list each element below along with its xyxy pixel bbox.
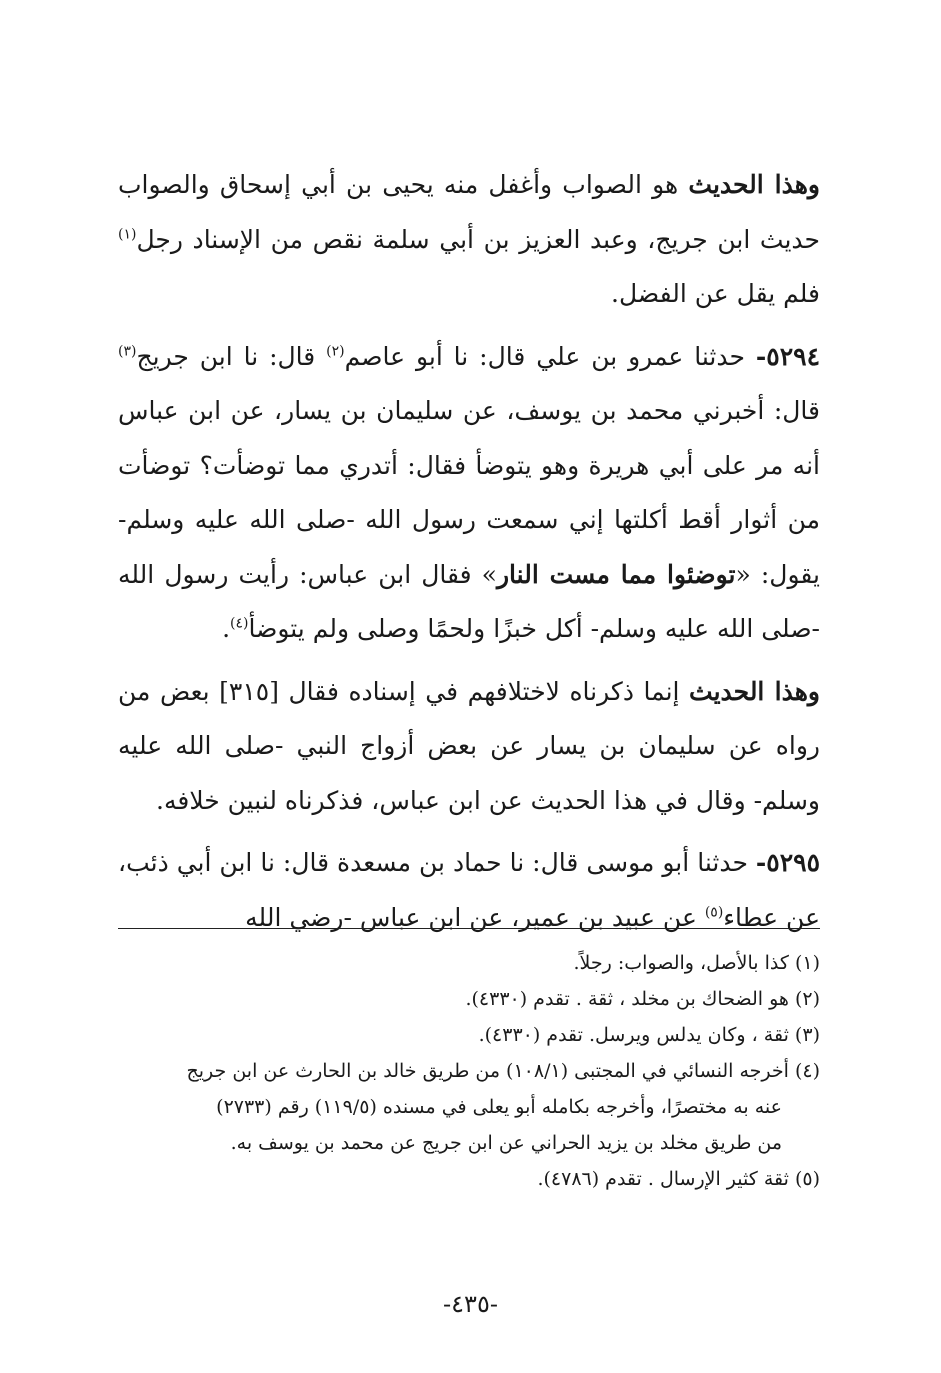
footnote-ref-4: (٤)	[230, 615, 249, 632]
paragraph-2-text-c: قال: أخبرني محمد بن يوسف، عن سليمان بن يسار، عن ابن عباس أنه مر على أبي هريرة وهو يتوضأ فقال: أتدري مما توضأت؟ توضأت من أثوار أقط أكلتها إني سمعت رسول الله -صلى الله عليه وسلم- يقول: «	[118, 396, 820, 589]
page-number: -٤٣٥-	[443, 1290, 498, 1318]
footnote-1: (١) كذا بالأصل، والصواب: رجلاً.	[573, 952, 820, 974]
hadith-number-5294: ٥٢٩٤-	[755, 341, 820, 371]
paragraph-4-text: حدثنا أبو موسى قال: نا حماد بن مسعدة قال: نا ابن أبي ذئب، عن عطاء	[118, 848, 820, 932]
paragraph-3-lead: وهذا الحديث	[689, 676, 821, 706]
footnote-ref-5: (٥)	[704, 904, 724, 921]
paragraph-3	[118, 665, 820, 829]
paragraph-2-end: .	[222, 614, 231, 643]
footnote-ref-1: (١)	[118, 226, 137, 243]
footnote-4-line-3: من طريق مخلد بن يزيد الحراني عن ابن جريج عن محمد بن يوسف به.	[230, 1132, 782, 1154]
footnote-4-line-2: عنه به مختصرًا، وأخرجه بكامله أبو يعلى في مسنده (١١٩/٥) رقم (٢٧٣٣)	[216, 1096, 782, 1118]
footnotes	[118, 945, 820, 1197]
paragraph-4-tail: عن عبيد بن عمير، عن ابن عباس -رضي الله	[245, 902, 705, 932]
footnote-3: (٣) ثقة ، وكان يدلس ويرسل. تقدم (٤٣٣٠).	[478, 1024, 820, 1046]
paragraph-3-text: إنما ذكرناه لاختلافهم في إسناده فقال [٣١٥] بعض من رواه عن سليمان بن يسار عن بعض أزواج النبي -صلى الله عليه وسلم- وقال في هذا الحديث عن ابن عباس، فذكرناه لنبين خلافه.	[118, 676, 820, 815]
paragraph-2	[118, 330, 820, 657]
paragraph-1-lead: وهذا الحديث	[688, 170, 821, 199]
footnote-divider	[118, 928, 820, 929]
hadith-number-5295: ٥٢٩٥-	[755, 848, 820, 877]
paragraph-2-text: حدثنا عمرو بن علي قال: نا أبو عاصم	[344, 341, 756, 371]
footnote-4: (٤) أخرجه النسائي في المجتبى (١٠٨/١) من طريق خالد بن الحارث عن ابن جريج	[186, 1060, 820, 1082]
paragraph-2-text-b: قال: نا ابن جريج	[136, 341, 327, 371]
paragraph-1-text: هو الصواب وأغفل منه يحيى بن أبي إسحاق والصواب حديث ابن جريج، وعبد العزيز بن أبي سلمة نقص من الإسناد رجل	[118, 170, 820, 254]
footnote-ref-2: (٢)	[326, 343, 345, 360]
footnote-2: (٢) هو الضحاك بن مخلد ، ثقة . تقدم (٤٣٣٠).	[465, 988, 820, 1010]
paragraph-1	[118, 158, 820, 322]
paragraph-1-tail: فلم يقل عن الفضل.	[611, 279, 820, 308]
footnote-ref-3: (٣)	[118, 343, 137, 360]
paragraph-2-text-d: » فقال ابن عباس: رأيت رسول الله -صلى الله عليه وسلم- أكل خبزًا ولحمًا وصلى ولم يتوضأ	[118, 559, 820, 643]
main-text	[118, 158, 820, 953]
footnote-5: (٥) ثقة كثير الإرسال . تقدم (٤٧٨٦).	[537, 1168, 820, 1190]
hadith-quote: توضئوا مما مست النار	[496, 559, 736, 589]
